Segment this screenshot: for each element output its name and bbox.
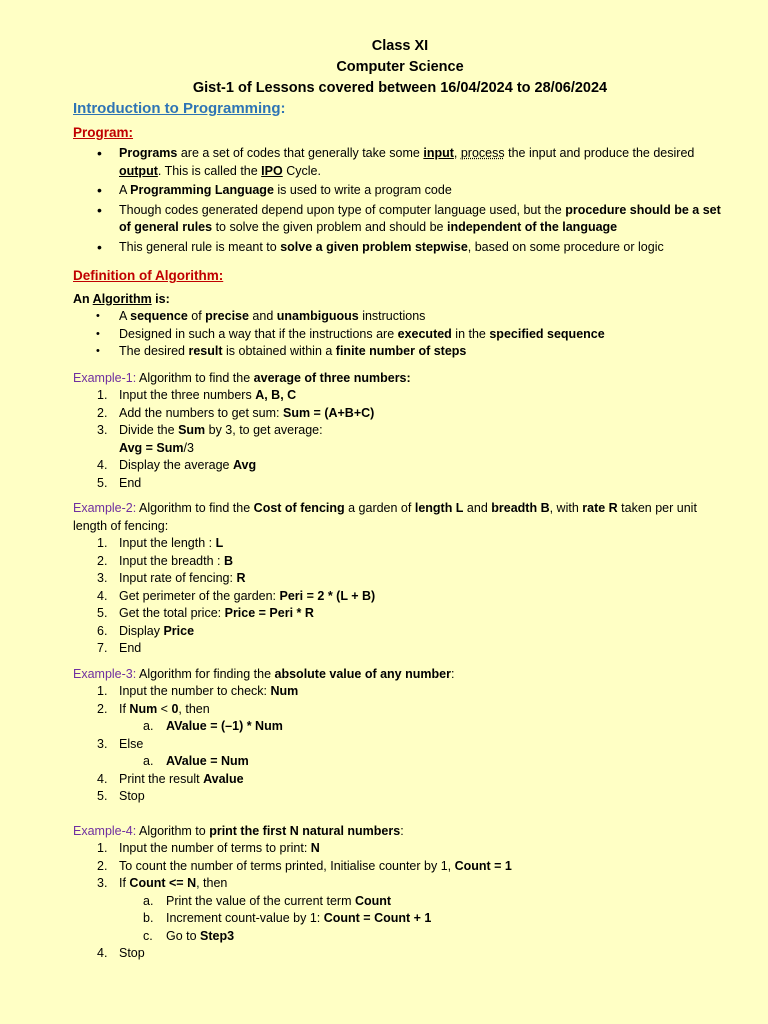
example-2-title: Example-2: Algorithm to find the Cost of fencing a garden of length L and breadth B, with rate R taken per unit length of fencing:	[73, 501, 697, 533]
list-item: 4. Display the average Avg	[97, 458, 257, 472]
list-item: b. Increment count-value by 1: Count = Count + 1	[143, 911, 432, 925]
example-3-title: Example-3: Algorithm for finding the absolute value of any number:	[73, 666, 455, 681]
example-2-steps	[73, 535, 728, 658]
program-list	[73, 145, 728, 256]
example-4-title: Example-4: Algorithm to print the first N natural numbers:	[73, 823, 404, 838]
list-item: 2. If Num < 0, then	[97, 701, 210, 716]
list-item: 1. Input the number of terms to print: N	[97, 841, 320, 855]
list-item: 3. Else	[97, 736, 144, 751]
list-item: 1. Input the length : L	[97, 536, 224, 550]
list-item: a. AValue = (–1) * Num	[143, 719, 283, 733]
list-item: 4. Stop	[97, 946, 145, 960]
algorithm-heading: Definition of Algorithm:	[73, 268, 224, 283]
list-item: • A sequence of precise and unambiguous instructions	[73, 308, 728, 326]
example-1-steps	[73, 387, 728, 492]
algorithm-list	[73, 308, 728, 361]
avg-formula: Avg = Sum/3	[119, 440, 194, 455]
list-item: 1. Input the number to check: Num	[97, 684, 299, 698]
subject-title: Computer Science	[336, 59, 464, 75]
list-item: • Though codes generated depend upon type of computer language used, but the procedure should be a set of general rules to solve the given problem and should be independent of the language	[73, 202, 728, 237]
list-item: • Designed in such a way that if the instructions are executed in the specified sequence	[73, 326, 728, 344]
list-item: 7. End	[97, 641, 142, 655]
list-item: 4. Print the result Avalue	[97, 771, 244, 786]
list-item: 5. Stop	[97, 789, 145, 803]
list-item: 5. Get the total price: Price = Peri * R	[97, 606, 314, 620]
list-item: a. AValue = Num	[143, 754, 249, 768]
list-item: 3. Input rate of fencing: R	[97, 571, 246, 585]
list-item: a. Print the value of the current term Count	[143, 893, 392, 908]
list-item: 3. Divide the Sum by 3, to get average:	[97, 423, 323, 437]
gist-title: Gist-1 of Lessons covered between 16/04/2024 to 28/06/2024	[192, 80, 608, 96]
example-1-title: Example-1: Algorithm to find the average of three numbers:	[73, 370, 411, 385]
list-item: c. Go to Step3	[143, 928, 235, 943]
list-item: 3. If Count <= N, then	[97, 876, 228, 890]
list-item: 6. Display Price	[97, 623, 195, 638]
list-item: • This general rule is meant to solve a given problem stepwise, based on some procedure or logic	[73, 239, 728, 257]
example-4-steps	[73, 840, 728, 963]
list-item: 2. Input the breadth : B	[97, 553, 233, 568]
program-heading: Program:	[73, 124, 134, 140]
list-item: 2. To count the number of terms printed, Initialise counter by 1, Count = 1	[97, 858, 512, 873]
list-item: 4. Get perimeter of the garden: Peri = 2 * (L + B)	[97, 588, 376, 603]
intro-heading: Introduction to Programming:	[73, 100, 286, 117]
list-item: • A Programming Language is used to write a program code	[73, 182, 728, 200]
list-item: 2. Add the numbers to get sum: Sum = (A+B+C)	[97, 405, 375, 420]
list-item: • Programs are a set of codes that generally take some input, process the input and produce the desired output. This is called the IPO Cycle.	[73, 145, 728, 180]
example-3-steps	[73, 683, 728, 806]
list-item: 5. End	[97, 475, 142, 490]
class-title: Class XI	[371, 38, 429, 54]
algorithm-intro: An Algorithm is:	[73, 291, 170, 306]
list-item: 1. Input the three numbers A, B, C	[97, 388, 297, 402]
list-item: • The desired result is obtained within a finite number of steps	[73, 343, 728, 361]
document-header	[73, 36, 728, 99]
